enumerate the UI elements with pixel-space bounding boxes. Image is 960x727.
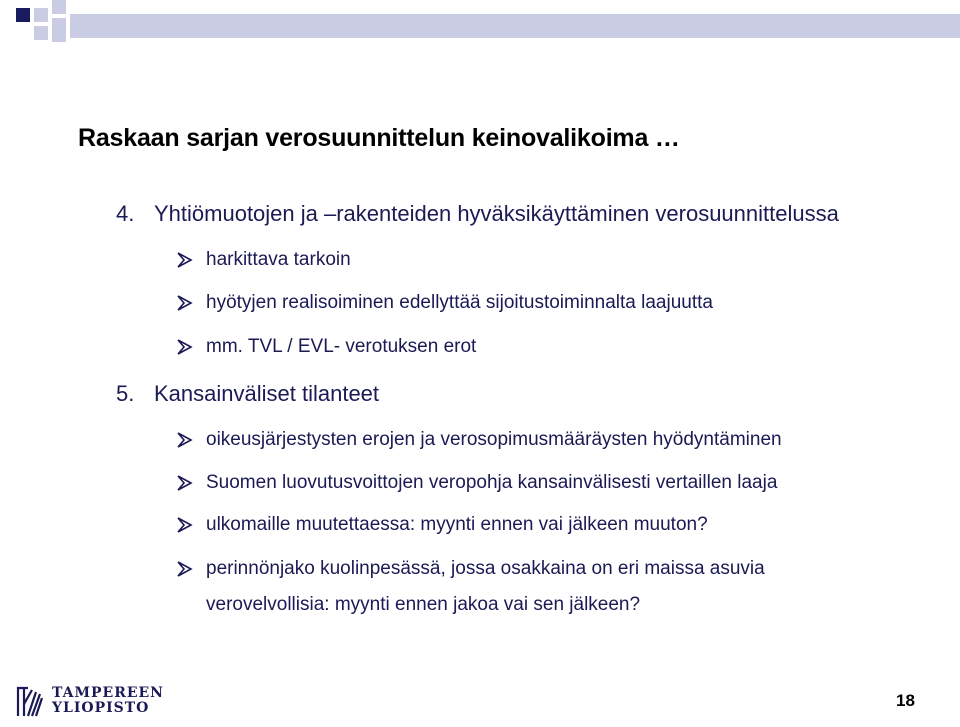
- slide-title: Raskaan sarjan verosuunnittelun keinovalikoima …: [78, 124, 680, 152]
- section-heading-5: [116, 381, 379, 407]
- list-item-text: Suomen luovutusvoittojen veropohja kansainvälisesti vertaillen laaja: [206, 472, 778, 493]
- section-number: 5.: [116, 381, 135, 406]
- list-item: [176, 336, 476, 358]
- arrow-bullet-icon: [176, 338, 206, 356]
- list-item-text: hyötyjen realisoiminen edellyttää sijoitustoiminnalta laajuutta: [206, 292, 713, 313]
- page-number: 18: [896, 691, 915, 710]
- logo-line1: TAMPEREEN: [52, 685, 164, 701]
- list-item-text: mm. TVL / EVL- verotuksen erot: [206, 336, 477, 357]
- list-item: [176, 249, 351, 271]
- list-item-text: harkittava tarkoin: [206, 249, 351, 270]
- arrow-bullet-icon: [176, 294, 206, 312]
- section-number: 4.: [116, 201, 135, 226]
- list-item: [176, 472, 777, 494]
- header-decoration: [0, 0, 960, 60]
- list-item: [176, 292, 713, 314]
- arrow-bullet-icon: [176, 474, 206, 492]
- list-item-text: perinnönjako kuolinpesässä, jossa osakkaina on eri maissa asuvia: [206, 558, 765, 579]
- list-item-continuation: verovelvollisia: myynti ennen jakoa vai sen jälkeen?: [206, 594, 641, 615]
- section-heading-text: Kansainväliset tilanteet: [154, 381, 380, 406]
- logo-line2: YLIOPISTO: [52, 700, 150, 716]
- list-item-text: oikeusjärjestysten erojen ja verosopimusmääräysten hyödyntäminen: [206, 429, 782, 450]
- list-item: [176, 429, 782, 451]
- list-item: [176, 558, 765, 580]
- arrow-bullet-icon: [176, 431, 206, 449]
- list-item-text: ulkomaille muutettaessa: myynti ennen vai jälkeen muuton?: [206, 514, 708, 535]
- list-item: [176, 514, 708, 536]
- arrow-bullet-icon: [176, 560, 206, 578]
- section-heading-text: Yhtiömuotojen ja –rakenteiden hyväksikäyttäminen verosuunnittelussa: [154, 201, 839, 226]
- arrow-bullet-icon: [176, 251, 206, 269]
- university-logo-icon: [14, 684, 44, 718]
- university-logo: [14, 684, 164, 718]
- section-heading-4: [116, 201, 839, 227]
- arrow-bullet-icon: [176, 516, 206, 534]
